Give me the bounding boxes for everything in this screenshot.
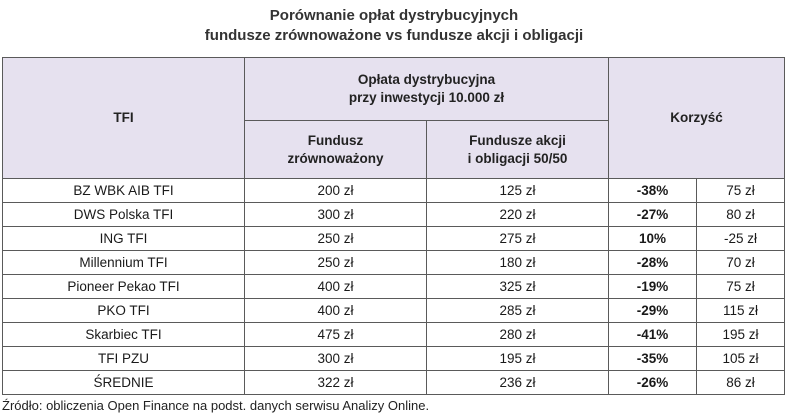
cell-balanced: 300 zł xyxy=(245,347,427,371)
cell-benefit-pct: -26% xyxy=(609,371,697,395)
table-row xyxy=(3,179,785,203)
cell-tfi: DWS Polska TFI xyxy=(3,203,245,227)
header-fee-line-1: Opłata dystrybucyjna xyxy=(357,72,496,87)
source-note: Źródło: obliczenia Open Finance na podst. danych serwisu Analizy Online. xyxy=(2,398,430,413)
cell-mix: 125 zł xyxy=(427,179,609,203)
cell-benefit-pct: -28% xyxy=(609,251,697,275)
header-tfi: TFI xyxy=(3,58,245,179)
cell-balanced: 400 zł xyxy=(245,299,427,323)
cell-benefit-pct: -29% xyxy=(609,299,697,323)
cell-benefit-amount: 115 zł xyxy=(697,299,785,323)
cell-mix: 220 zł xyxy=(427,203,609,227)
table-row xyxy=(3,275,785,299)
table-row xyxy=(3,251,785,275)
cell-benefit-amount: 105 zł xyxy=(697,347,785,371)
cell-balanced: 475 zł xyxy=(245,323,427,347)
header-balanced-line-2: zrównoważony xyxy=(287,150,384,166)
header-mix-line-1: Fundusze akcji xyxy=(469,132,566,148)
table-row xyxy=(3,227,785,251)
cell-tfi: ŚREDNIE xyxy=(3,371,245,395)
cell-mix: 325 zł xyxy=(427,275,609,299)
cell-benefit-amount: 195 zł xyxy=(697,323,785,347)
table-row xyxy=(3,299,785,323)
fee-comparison-table xyxy=(2,57,785,395)
header-fee-line-2: przy inwestycji 10.000 zł xyxy=(348,90,505,105)
cell-balanced: 250 zł xyxy=(245,251,427,275)
table-body xyxy=(3,179,785,395)
cell-benefit-amount: 75 zł xyxy=(697,179,785,203)
cell-benefit-amount: 86 zł xyxy=(697,371,785,395)
cell-tfi: Skarbiec TFI xyxy=(3,323,245,347)
cell-benefit-pct: -27% xyxy=(609,203,697,227)
table-row xyxy=(3,203,785,227)
cell-balanced: 322 zł xyxy=(245,371,427,395)
cell-mix: 285 zł xyxy=(427,299,609,323)
cell-benefit-pct: -35% xyxy=(609,347,697,371)
cell-benefit-pct: -19% xyxy=(609,275,697,299)
cell-benefit-pct: -38% xyxy=(609,179,697,203)
cell-tfi: Millennium TFI xyxy=(3,251,245,275)
header-benefit: Korzyść xyxy=(609,58,785,179)
cell-balanced: 300 zł xyxy=(245,203,427,227)
cell-mix: 236 zł xyxy=(427,371,609,395)
cell-mix: 280 zł xyxy=(427,323,609,347)
cell-tfi: PKO TFI xyxy=(3,299,245,323)
cell-balanced: 400 zł xyxy=(245,275,427,299)
page-title xyxy=(0,6,788,46)
header-equity-bond-funds xyxy=(427,121,609,179)
table-row xyxy=(3,347,785,371)
cell-benefit-amount: 80 zł xyxy=(697,203,785,227)
header-balanced-line-1: Fundusz xyxy=(307,132,364,148)
header-balanced-fund xyxy=(245,121,427,179)
table-row xyxy=(3,323,785,347)
title-line-2: fundusze zrównoważone vs fundusze akcji i obligacji xyxy=(204,27,584,44)
cell-mix: 275 zł xyxy=(427,227,609,251)
cell-mix: 180 zł xyxy=(427,251,609,275)
cell-balanced: 200 zł xyxy=(245,179,427,203)
cell-mix: 195 zł xyxy=(427,347,609,371)
cell-benefit-amount: 75 zł xyxy=(697,275,785,299)
title-line-1: Porównanie opłat dystrybucyjnych xyxy=(269,7,519,24)
table-row-average xyxy=(3,371,785,395)
cell-balanced: 250 zł xyxy=(245,227,427,251)
cell-tfi: ING TFI xyxy=(3,227,245,251)
cell-benefit-amount: -25 zł xyxy=(697,227,785,251)
cell-tfi: TFI PZU xyxy=(3,347,245,371)
cell-tfi: Pioneer Pekao TFI xyxy=(3,275,245,299)
cell-benefit-pct: -41% xyxy=(609,323,697,347)
cell-benefit-amount: 70 zł xyxy=(697,251,785,275)
cell-tfi: BZ WBK AIB TFI xyxy=(3,179,245,203)
header-mix-line-2: i obligacji 50/50 xyxy=(467,150,568,166)
header-distribution-fee xyxy=(245,58,609,121)
cell-benefit-pct: 10% xyxy=(609,227,697,251)
